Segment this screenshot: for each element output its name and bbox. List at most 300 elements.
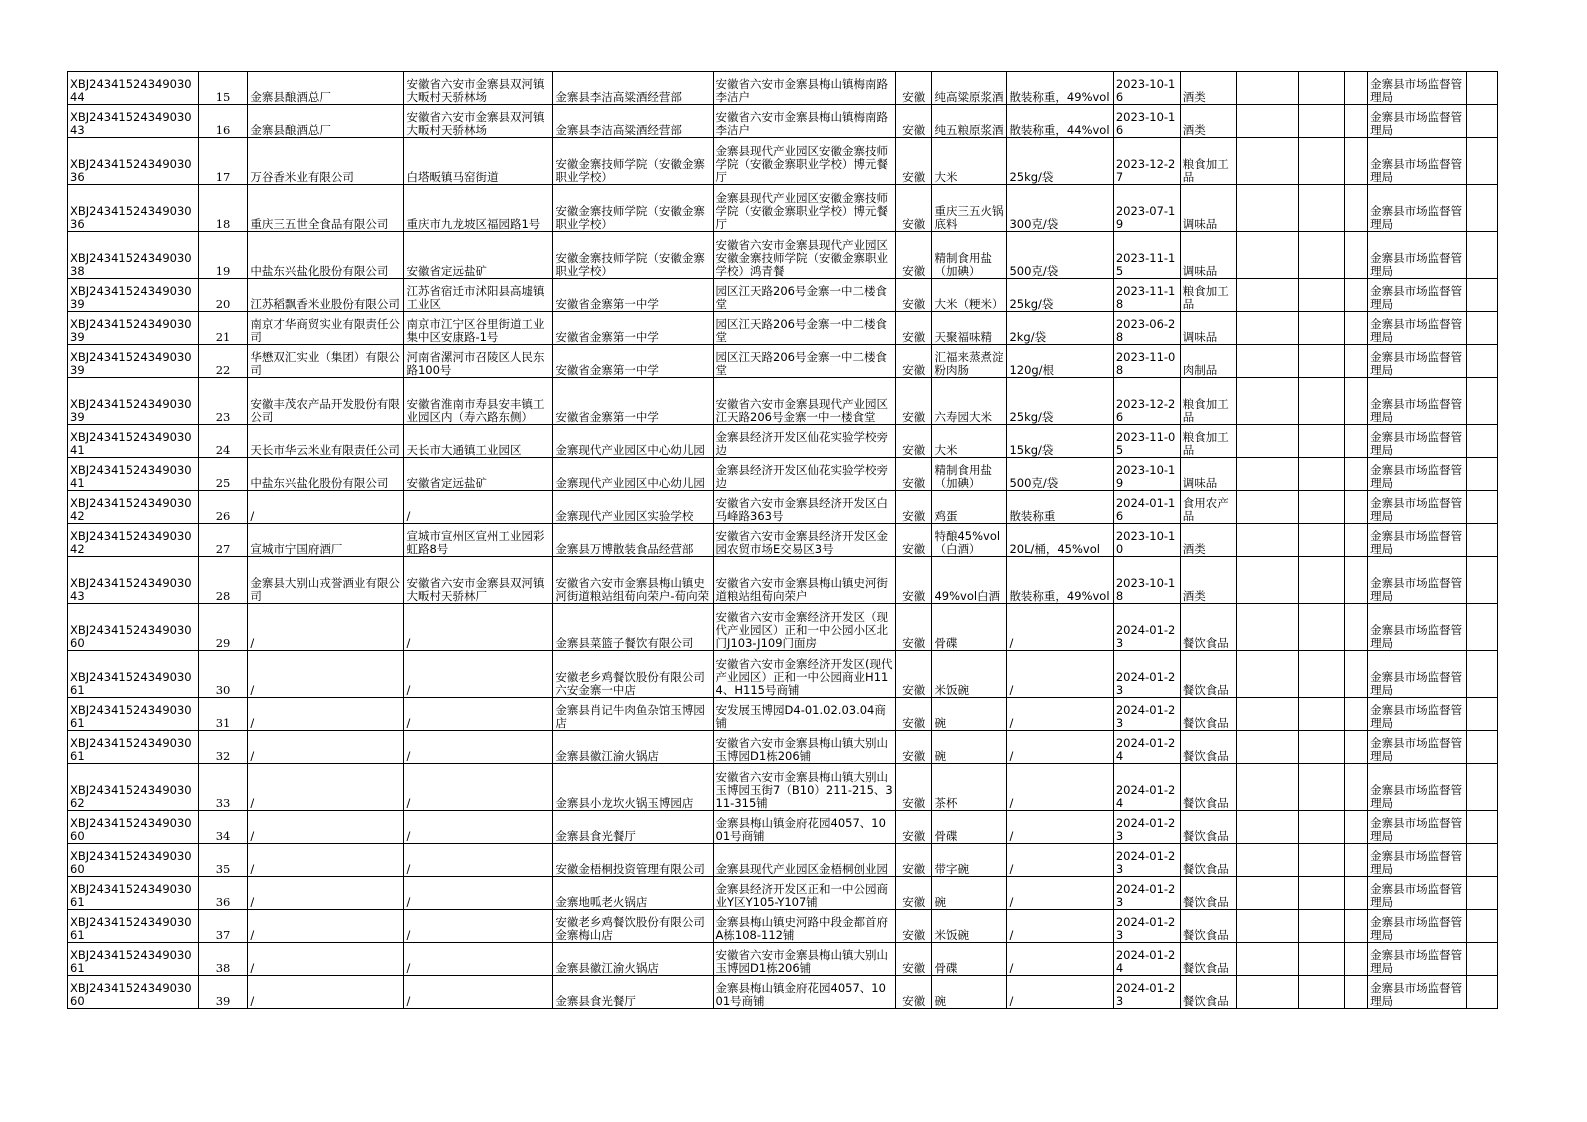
cell-sample-id: XBJ2434152434903043 [68, 557, 199, 604]
table-row [68, 232, 1498, 279]
cell-seller-address: 园区江天路206号金寨一中二楼食堂 [713, 345, 895, 378]
cell-col-p [1467, 72, 1498, 105]
cell-col-n [1344, 976, 1367, 1009]
cell-category: 餐饮食品 [1180, 731, 1237, 764]
cell-seller-name: 金寨县万博散装食品经营部 [553, 524, 713, 557]
cell-food-name: 碗 [932, 877, 1007, 910]
cell-spec: / [1007, 604, 1113, 651]
cell-col-p [1467, 976, 1498, 1009]
cell-sample-id: XBJ2434152434903039 [68, 345, 199, 378]
cell-col-p [1467, 378, 1498, 425]
table-row [68, 72, 1498, 105]
cell-seq-no: 36 [198, 877, 248, 910]
cell-seq-no: 21 [198, 312, 248, 345]
cell-seller-name: 金寨地呱老火锅店 [553, 877, 713, 910]
cell-col-n [1344, 698, 1367, 731]
cell-col-m [1299, 877, 1345, 910]
cell-seller-address: 金寨县梅山镇史河路中段金都首府A栋108-112铺 [713, 910, 895, 943]
cell-producer-address: / [404, 811, 553, 844]
cell-producer-name: 华懋双汇实业（集团）有限公司 [248, 345, 404, 378]
cell-seq-no: 17 [198, 138, 248, 185]
table-row [68, 943, 1498, 976]
cell-seller-address: 安徽省六安市金寨县梅山镇史河街道粮站组荀向荣户 [713, 557, 895, 604]
cell-prod-date: 2023-11-08 [1113, 345, 1180, 378]
cell-province: 安徽 [895, 345, 931, 378]
cell-food-name: 碗 [932, 698, 1007, 731]
cell-col-l [1237, 604, 1299, 651]
cell-food-name: 碗 [932, 976, 1007, 1009]
cell-producer-name: / [248, 910, 404, 943]
cell-col-n [1344, 72, 1367, 105]
cell-col-n [1344, 604, 1367, 651]
cell-col-n [1344, 651, 1367, 698]
cell-col-m [1299, 458, 1345, 491]
cell-producer-address: / [404, 731, 553, 764]
cell-food-name: 骨碟 [932, 604, 1007, 651]
cell-category: 调味品 [1180, 232, 1237, 279]
cell-sample-id: XBJ2434152434903061 [68, 877, 199, 910]
cell-sample-id: XBJ2434152434903061 [68, 731, 199, 764]
cell-col-p [1467, 138, 1498, 185]
cell-authority: 金寨县市场监督管理局 [1368, 458, 1467, 491]
cell-col-n [1344, 378, 1367, 425]
cell-col-l [1237, 185, 1299, 232]
cell-spec: 25kg/袋 [1007, 138, 1113, 185]
cell-col-p [1467, 312, 1498, 345]
cell-col-p [1467, 458, 1498, 491]
cell-col-l [1237, 105, 1299, 138]
cell-seq-no: 18 [198, 185, 248, 232]
cell-province: 安徽 [895, 698, 931, 731]
cell-food-name: 重庆三五火锅底料 [932, 185, 1007, 232]
cell-seller-name: 金寨县菜篮子餐饮有限公司 [553, 604, 713, 651]
cell-province: 安徽 [895, 731, 931, 764]
cell-seller-name: 金寨县李洁高粱酒经营部 [553, 105, 713, 138]
cell-producer-name: 中盐东兴盐化股份有限公司 [248, 232, 404, 279]
table-row [68, 345, 1498, 378]
cell-category: 粮食加工品 [1180, 138, 1237, 185]
table-row [68, 731, 1498, 764]
cell-col-n [1344, 844, 1367, 877]
cell-col-l [1237, 72, 1299, 105]
cell-seller-name: 安徽省六安市金寨县梅山镇史河街道粮站组荀向荣户-荀向荣 [553, 557, 713, 604]
cell-seller-address: 安徽省六安市金寨经济开发区(现代产业园区）正和一中公园商业H114、H115号商铺 [713, 651, 895, 698]
cell-col-p [1467, 185, 1498, 232]
cell-col-n [1344, 811, 1367, 844]
cell-food-name: 大米 [932, 425, 1007, 458]
cell-col-m [1299, 138, 1345, 185]
cell-col-n [1344, 943, 1367, 976]
cell-authority: 金寨县市场监督管理局 [1368, 138, 1467, 185]
cell-spec: 25kg/袋 [1007, 378, 1113, 425]
cell-spec: / [1007, 976, 1113, 1009]
cell-category: 粮食加工品 [1180, 378, 1237, 425]
cell-province: 安徽 [895, 976, 931, 1009]
cell-food-name: 纯五粮原浆酒 [932, 105, 1007, 138]
cell-authority: 金寨县市场监督管理局 [1368, 491, 1467, 524]
cell-col-n [1344, 764, 1367, 811]
cell-seller-address: 安徽省六安市金寨县梅山镇梅南路李洁户 [713, 72, 895, 105]
cell-seller-name: 安徽省金寨第一中学 [553, 378, 713, 425]
cell-col-m [1299, 731, 1345, 764]
cell-seq-no: 34 [198, 811, 248, 844]
cell-col-n [1344, 557, 1367, 604]
cell-producer-address: / [404, 698, 553, 731]
cell-sample-id: XBJ2434152434903042 [68, 524, 199, 557]
cell-prod-date: 2023-11-15 [1113, 232, 1180, 279]
cell-seq-no: 28 [198, 557, 248, 604]
cell-seq-no: 25 [198, 458, 248, 491]
cell-prod-date: 2023-12-26 [1113, 378, 1180, 425]
cell-producer-address: / [404, 651, 553, 698]
table-row [68, 279, 1498, 312]
cell-province: 安徽 [895, 651, 931, 698]
table-row [68, 105, 1498, 138]
cell-producer-name: / [248, 811, 404, 844]
cell-seq-no: 37 [198, 910, 248, 943]
cell-sample-id: XBJ2434152434903061 [68, 943, 199, 976]
cell-col-n [1344, 731, 1367, 764]
cell-col-p [1467, 345, 1498, 378]
cell-seller-name: 安徽金寨技师学院（安徽金寨职业学校） [553, 232, 713, 279]
cell-sample-id: XBJ2434152434903060 [68, 811, 199, 844]
cell-seller-address: 安徽省六安市金寨经济开发区（现代产业园区）正和一中公园小区北门J103-J109门面房 [713, 604, 895, 651]
cell-spec: 25kg/袋 [1007, 279, 1113, 312]
cell-sample-id: XBJ2434152434903041 [68, 458, 199, 491]
cell-category: 餐饮食品 [1180, 976, 1237, 1009]
cell-category: 餐饮食品 [1180, 877, 1237, 910]
cell-authority: 金寨县市场监督管理局 [1368, 731, 1467, 764]
cell-seq-no: 22 [198, 345, 248, 378]
cell-prod-date: 2023-07-19 [1113, 185, 1180, 232]
cell-seller-name: 金寨县徽江渝火锅店 [553, 943, 713, 976]
cell-col-m [1299, 279, 1345, 312]
cell-col-m [1299, 312, 1345, 345]
table-row [68, 811, 1498, 844]
cell-spec: / [1007, 651, 1113, 698]
table-row [68, 312, 1498, 345]
cell-col-l [1237, 811, 1299, 844]
table-row [68, 604, 1498, 651]
cell-seq-no: 31 [198, 698, 248, 731]
cell-category: 酒类 [1180, 105, 1237, 138]
cell-sample-id: XBJ2434152434903039 [68, 312, 199, 345]
cell-province: 安徽 [895, 877, 931, 910]
cell-producer-address: / [404, 943, 553, 976]
cell-col-l [1237, 279, 1299, 312]
cell-food-name: 天聚福味精 [932, 312, 1007, 345]
cell-category: 酒类 [1180, 72, 1237, 105]
cell-col-p [1467, 524, 1498, 557]
cell-producer-address: 安徽省六安市金寨县双河镇大畈村天骄林场 [404, 105, 553, 138]
cell-sample-id: XBJ2434152434903039 [68, 279, 199, 312]
cell-seller-name: 安徽省金寨第一中学 [553, 279, 713, 312]
cell-category: 食用农产品 [1180, 491, 1237, 524]
cell-col-m [1299, 105, 1345, 138]
cell-col-l [1237, 557, 1299, 604]
cell-food-name: 大米（粳米） [932, 279, 1007, 312]
cell-sample-id: XBJ2434152434903061 [68, 910, 199, 943]
cell-producer-name: 重庆三五世全食品有限公司 [248, 185, 404, 232]
cell-seller-address: 金寨县梅山镇金府花园4057、1001号商铺 [713, 976, 895, 1009]
cell-seller-name: 金寨现代产业园区实验学校 [553, 491, 713, 524]
cell-col-p [1467, 557, 1498, 604]
cell-prod-date: 2023-10-10 [1113, 524, 1180, 557]
cell-seq-no: 16 [198, 105, 248, 138]
cell-sample-id: XBJ2434152434903041 [68, 425, 199, 458]
cell-province: 安徽 [895, 557, 931, 604]
cell-producer-name: / [248, 651, 404, 698]
cell-col-p [1467, 943, 1498, 976]
cell-category: 粮食加工品 [1180, 279, 1237, 312]
table-row [68, 698, 1498, 731]
cell-authority: 金寨县市场监督管理局 [1368, 345, 1467, 378]
table-row [68, 524, 1498, 557]
cell-col-l [1237, 731, 1299, 764]
cell-col-p [1467, 698, 1498, 731]
cell-producer-name: / [248, 491, 404, 524]
cell-col-m [1299, 910, 1345, 943]
cell-spec: / [1007, 698, 1113, 731]
cell-seller-address: 金寨县现代产业园区安徽金寨技师学院（安徽金寨职业学校）博元餐厅 [713, 185, 895, 232]
cell-prod-date: 2024-01-23 [1113, 976, 1180, 1009]
table-row [68, 458, 1498, 491]
cell-authority: 金寨县市场监督管理局 [1368, 105, 1467, 138]
cell-producer-address: 江苏省宿迁市沭阳县高墟镇工业区 [404, 279, 553, 312]
cell-producer-name: / [248, 698, 404, 731]
cell-authority: 金寨县市场监督管理局 [1368, 844, 1467, 877]
cell-sample-id: XBJ2434152434903044 [68, 72, 199, 105]
cell-seq-no: 24 [198, 425, 248, 458]
cell-category: 肉制品 [1180, 345, 1237, 378]
cell-producer-name: / [248, 731, 404, 764]
cell-seller-address: 安徽省六安市金寨县经济开发区白马峰路363号 [713, 491, 895, 524]
cell-col-m [1299, 72, 1345, 105]
cell-food-name: 49%vol白酒 [932, 557, 1007, 604]
cell-seq-no: 23 [198, 378, 248, 425]
cell-seller-name: 金寨县徽江渝火锅店 [553, 731, 713, 764]
cell-col-p [1467, 651, 1498, 698]
cell-prod-date: 2023-10-19 [1113, 458, 1180, 491]
cell-seq-no: 26 [198, 491, 248, 524]
cell-producer-address: 安徽省六安市金寨县双河镇大畈村天骄林厂 [404, 557, 553, 604]
table-row [68, 910, 1498, 943]
cell-seq-no: 20 [198, 279, 248, 312]
cell-producer-address: 白塔畈镇马窑街道 [404, 138, 553, 185]
cell-col-l [1237, 345, 1299, 378]
cell-col-m [1299, 698, 1345, 731]
cell-producer-name: 中盐东兴盐化股份有限公司 [248, 458, 404, 491]
cell-col-m [1299, 557, 1345, 604]
cell-seq-no: 29 [198, 604, 248, 651]
cell-producer-address: 重庆市九龙坡区福园路1号 [404, 185, 553, 232]
cell-prod-date: 2024-01-16 [1113, 491, 1180, 524]
cell-prod-date: 2023-10-18 [1113, 557, 1180, 604]
cell-prod-date: 2024-01-23 [1113, 910, 1180, 943]
table-row [68, 185, 1498, 232]
cell-seller-name: 安徽省金寨第一中学 [553, 312, 713, 345]
cell-seller-address: 金寨县梅山镇金府花园4057、1001号商铺 [713, 811, 895, 844]
cell-seller-address: 安徽省六安市金寨县梅山镇梅南路李洁户 [713, 105, 895, 138]
cell-food-name: 六寿园大米 [932, 378, 1007, 425]
cell-prod-date: 2024-01-23 [1113, 604, 1180, 651]
cell-producer-address: 安徽省定远盐矿 [404, 232, 553, 279]
cell-prod-date: 2023-11-18 [1113, 279, 1180, 312]
cell-seller-address: 园区江天路206号金寨一中二楼食堂 [713, 312, 895, 345]
cell-spec: 散装称重，49%vol [1007, 557, 1113, 604]
cell-col-l [1237, 698, 1299, 731]
cell-prod-date: 2023-06-28 [1113, 312, 1180, 345]
cell-seller-name: 安徽金寨技师学院（安徽金寨职业学校） [553, 138, 713, 185]
cell-seller-address: 金寨县经济开发区仙花实验学校旁边 [713, 425, 895, 458]
cell-authority: 金寨县市场监督管理局 [1368, 976, 1467, 1009]
cell-food-name: 米饭碗 [932, 910, 1007, 943]
cell-col-m [1299, 811, 1345, 844]
cell-seller-address: 安徽省六安市金寨县梅山镇大别山玉博园玉街7（B10）211-215、311-315铺 [713, 764, 895, 811]
cell-col-l [1237, 651, 1299, 698]
cell-province: 安徽 [895, 844, 931, 877]
cell-sample-id: XBJ2434152434903060 [68, 976, 199, 1009]
cell-producer-address: / [404, 877, 553, 910]
cell-producer-address: / [404, 604, 553, 651]
cell-province: 安徽 [895, 524, 931, 557]
cell-col-l [1237, 764, 1299, 811]
cell-province: 安徽 [895, 312, 931, 345]
cell-col-n [1344, 877, 1367, 910]
cell-col-l [1237, 138, 1299, 185]
cell-col-l [1237, 844, 1299, 877]
cell-category: 调味品 [1180, 185, 1237, 232]
cell-authority: 金寨县市场监督管理局 [1368, 764, 1467, 811]
cell-spec: 15kg/袋 [1007, 425, 1113, 458]
cell-seller-name: 安徽老乡鸡餐饮股份有限公司金寨梅山店 [553, 910, 713, 943]
cell-producer-name: / [248, 976, 404, 1009]
cell-col-p [1467, 232, 1498, 279]
cell-sample-id: XBJ2434152434903060 [68, 604, 199, 651]
cell-col-m [1299, 232, 1345, 279]
cell-producer-name: 万谷香米业有限公司 [248, 138, 404, 185]
table-row [68, 491, 1498, 524]
cell-spec: / [1007, 877, 1113, 910]
cell-seq-no: 38 [198, 943, 248, 976]
cell-col-m [1299, 345, 1345, 378]
cell-prod-date: 2023-10-16 [1113, 105, 1180, 138]
cell-food-name: 精制食用盐（加碘） [932, 232, 1007, 279]
cell-province: 安徽 [895, 910, 931, 943]
table-row [68, 651, 1498, 698]
cell-category: 调味品 [1180, 312, 1237, 345]
cell-producer-address: 安徽省淮南市寿县安丰镇工业园区内（寿六路东侧） [404, 378, 553, 425]
cell-col-l [1237, 910, 1299, 943]
cell-authority: 金寨县市场监督管理局 [1368, 425, 1467, 458]
cell-col-p [1467, 279, 1498, 312]
cell-producer-name: / [248, 844, 404, 877]
cell-sample-id: XBJ2434152434903036 [68, 138, 199, 185]
cell-seller-name: 金寨现代产业园区中心幼儿园 [553, 458, 713, 491]
cell-seq-no: 35 [198, 844, 248, 877]
cell-prod-date: 2023-10-16 [1113, 72, 1180, 105]
cell-producer-address: / [404, 844, 553, 877]
cell-prod-date: 2024-01-23 [1113, 877, 1180, 910]
cell-province: 安徽 [895, 458, 931, 491]
cell-sample-id: XBJ2434152434903062 [68, 764, 199, 811]
cell-col-m [1299, 425, 1345, 458]
cell-spec: / [1007, 844, 1113, 877]
cell-col-m [1299, 943, 1345, 976]
table-row [68, 378, 1498, 425]
cell-seq-no: 15 [198, 72, 248, 105]
cell-category: 酒类 [1180, 524, 1237, 557]
cell-producer-name: 南京才华商贸实业有限责任公司 [248, 312, 404, 345]
cell-col-l [1237, 976, 1299, 1009]
cell-province: 安徽 [895, 72, 931, 105]
cell-authority: 金寨县市场监督管理局 [1368, 524, 1467, 557]
cell-col-n [1344, 312, 1367, 345]
cell-category: 酒类 [1180, 557, 1237, 604]
cell-col-m [1299, 976, 1345, 1009]
cell-spec: 散装称重，49%vol [1007, 72, 1113, 105]
cell-prod-date: 2024-01-24 [1113, 943, 1180, 976]
cell-sample-id: XBJ2434152434903036 [68, 185, 199, 232]
cell-food-name: 汇福来蒸煮淀粉肉肠 [932, 345, 1007, 378]
cell-col-n [1344, 185, 1367, 232]
cell-col-l [1237, 425, 1299, 458]
cell-food-name: 精制食用盐（加碘） [932, 458, 1007, 491]
cell-seller-name: 安徽老乡鸡餐饮股份有限公司六安金寨一中店 [553, 651, 713, 698]
cell-food-name: 米饭碗 [932, 651, 1007, 698]
cell-category: 餐饮食品 [1180, 811, 1237, 844]
cell-spec: / [1007, 731, 1113, 764]
cell-seller-address: 安徽省六安市金寨县梅山镇大别山玉博园D1栋206铺 [713, 731, 895, 764]
cell-col-n [1344, 279, 1367, 312]
cell-prod-date: 2024-01-24 [1113, 731, 1180, 764]
cell-spec: 散装称重 [1007, 491, 1113, 524]
cell-producer-name: 江苏稻飘香米业股份有限公司 [248, 279, 404, 312]
cell-col-l [1237, 312, 1299, 345]
cell-food-name: 骨碟 [932, 811, 1007, 844]
cell-col-m [1299, 185, 1345, 232]
cell-col-l [1237, 943, 1299, 976]
table-row [68, 976, 1498, 1009]
cell-producer-address: 安徽省六安市金寨县双河镇大畈村天骄林场 [404, 72, 553, 105]
cell-seller-name: 安徽金梧桐投资管理有限公司 [553, 844, 713, 877]
cell-col-n [1344, 910, 1367, 943]
cell-seller-address: 金寨县现代产业园区安徽金寨技师学院（安徽金寨职业学校）博元餐厅 [713, 138, 895, 185]
cell-food-name: 鸡蛋 [932, 491, 1007, 524]
cell-category: 餐饮食品 [1180, 604, 1237, 651]
cell-prod-date: 2024-01-23 [1113, 811, 1180, 844]
cell-col-n [1344, 524, 1367, 557]
cell-col-m [1299, 524, 1345, 557]
cell-col-p [1467, 604, 1498, 651]
cell-province: 安徽 [895, 811, 931, 844]
cell-spec: 500克/袋 [1007, 458, 1113, 491]
cell-food-name: 碗 [932, 731, 1007, 764]
cell-col-n [1344, 105, 1367, 138]
cell-seq-no: 30 [198, 651, 248, 698]
cell-producer-name: 金寨县大别山戎誉酒业有限公司 [248, 557, 404, 604]
cell-prod-date: 2023-12-27 [1113, 138, 1180, 185]
cell-authority: 金寨县市场监督管理局 [1368, 811, 1467, 844]
cell-producer-address: 安徽省定远盐矿 [404, 458, 553, 491]
cell-authority: 金寨县市场监督管理局 [1368, 877, 1467, 910]
cell-spec: / [1007, 910, 1113, 943]
cell-seller-name: 金寨县食光餐厅 [553, 811, 713, 844]
cell-producer-name: / [248, 604, 404, 651]
cell-authority: 金寨县市场监督管理局 [1368, 378, 1467, 425]
cell-seller-name: 金寨县李洁高粱酒经营部 [553, 72, 713, 105]
table-row [68, 764, 1498, 811]
